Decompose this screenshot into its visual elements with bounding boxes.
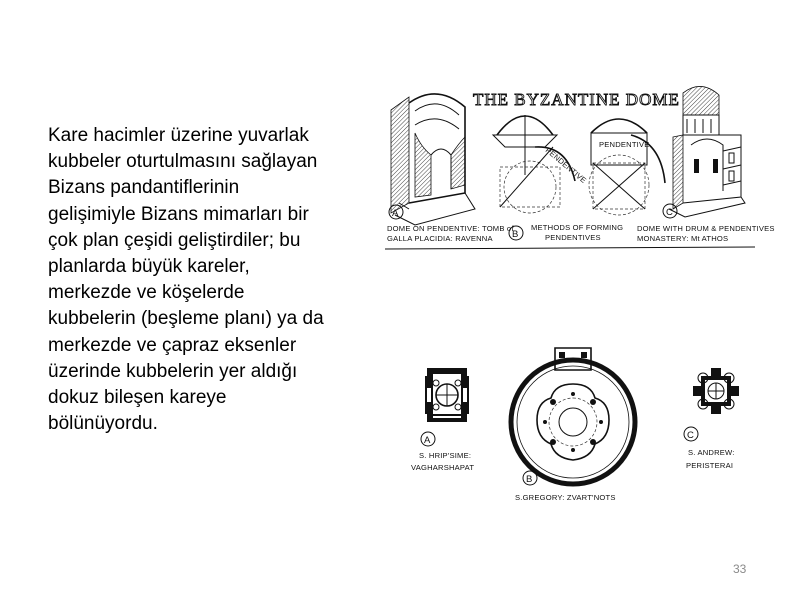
body-line: bölünüyordu. (48, 413, 158, 435)
byzantine-dome-drawing (385, 85, 775, 257)
fig-c-letter: C (666, 207, 674, 218)
fig-a-letter: A (392, 208, 399, 219)
plan-b-gregory (511, 348, 635, 502)
plan-a-hripsime (411, 368, 474, 472)
fig-c-caption-2: MONASTERY: Mt ATHOS (637, 234, 729, 243)
plan-c-letter: C (687, 430, 695, 441)
body-line: çok plan çeşidi geliştirdiler; bu (48, 229, 301, 251)
pendentive-label-2: PENDENTIVE (543, 145, 589, 186)
fig-b-caption-2: PENDENTIVES (545, 233, 601, 242)
body-line: gelişimiyle Bizans mimarları bir (48, 203, 309, 225)
fig-a-caption-2: GALLA PLACIDIA: RAVENNA (387, 234, 493, 243)
fig-b-caption-1: METHODS OF FORMING (531, 223, 624, 232)
plan-c-andrew (684, 368, 739, 470)
plan-b-caption: S.GREGORY: ZVART'NOTS (515, 493, 616, 502)
fig-c-caption-1: DOME WITH DRUM & PENDENTIVES (637, 224, 775, 233)
body-text (48, 123, 378, 437)
body-line: merkezde ve köşelerde (48, 282, 245, 304)
dome-section-drawing-a (387, 94, 514, 243)
plan-a-caption-1: S. HRIP'SIME: (419, 451, 472, 460)
plan-a-caption-2: VAGHARSHAPAT (411, 463, 475, 472)
plan-a-letter: A (424, 435, 431, 446)
body-line: üzerinde kubbelerin yer aldığı (48, 360, 298, 382)
pendentive-diagram-b (493, 115, 665, 242)
church-plans-drawing (405, 340, 760, 512)
body-line: kubbeler oturtulmasını sağlayan (48, 151, 318, 173)
plan-c-caption-2: PERISTERAI (686, 461, 734, 470)
body-line: Kare hacimler üzerine yuvarlak (48, 125, 309, 146)
figure-title: THE BYZANTINE DOME (473, 90, 680, 109)
dome-with-drum-drawing-c (637, 86, 775, 243)
pendentive-label-1: PENDENTIVE (599, 140, 650, 149)
fig-b-letter: B (512, 229, 519, 240)
body-line: planlarda büyük kareler, (48, 256, 250, 278)
fig-a-caption-1: DOME ON PENDENTIVE: TOMB of (387, 224, 514, 233)
body-line: kubbelerin (beşleme planı) ya da (48, 308, 324, 330)
plan-c-caption-1: S. ANDREW: (688, 448, 735, 457)
body-line: dokuz bileşen kareye (48, 387, 227, 409)
page-number: 33 (733, 562, 747, 576)
figure-baseline (385, 247, 755, 249)
body-line: merkezde ve çapraz eksenler (48, 334, 297, 356)
plan-b-letter: B (526, 474, 533, 485)
body-line: Bizans pandantiflerinin (48, 177, 240, 199)
